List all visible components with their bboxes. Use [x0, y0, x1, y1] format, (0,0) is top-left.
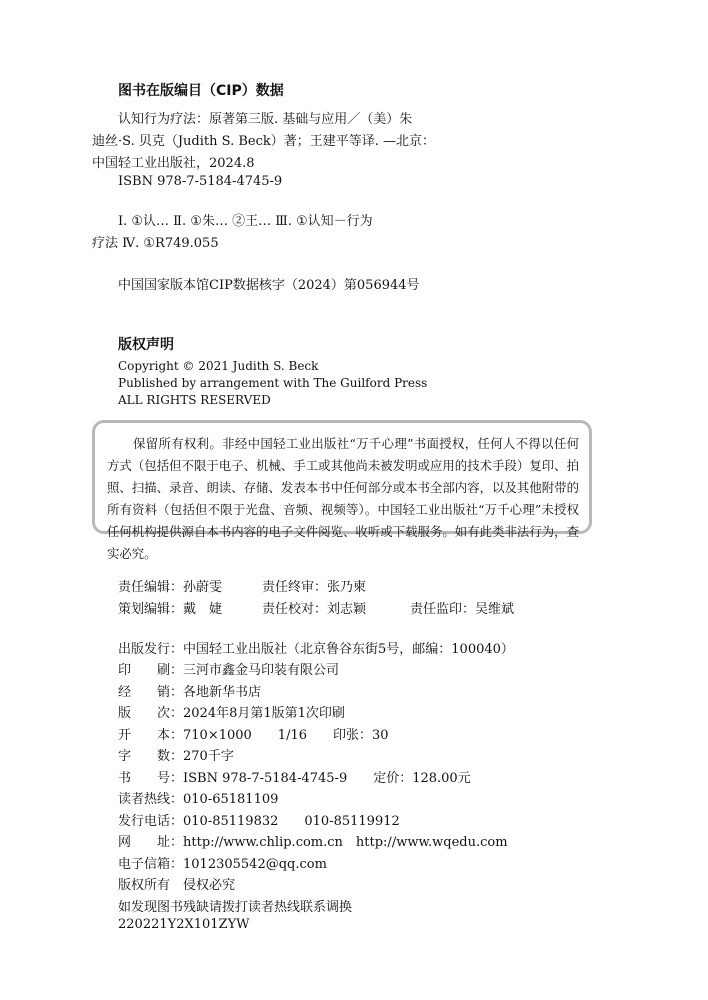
pub-label: 字 数：: [118, 749, 184, 764]
cip-line: 认知行为疗法：原著第三版. 基础与应用／（美）朱: [118, 112, 413, 127]
pub-row: [118, 681, 261, 700]
pub-value: 各地新华书店: [183, 685, 262, 700]
pub-label: 发行电话：: [118, 814, 184, 829]
pub-value: ISBN 978-7-5184-4745-9 定价：128.00元: [183, 771, 471, 786]
pub-label: 开 本：: [118, 728, 184, 743]
pub-row: [118, 659, 339, 678]
pub-label: 印 刷：: [118, 663, 184, 678]
cip-isbn: ISBN 978-7-5184-4745-9: [118, 174, 283, 189]
pub-row: [118, 745, 234, 764]
pub-row: [118, 702, 345, 721]
pub-row: [118, 638, 514, 657]
pub-label: 电子信箱：: [118, 857, 184, 872]
pub-value: 010-85119832 010-85119912: [183, 814, 400, 829]
cip-classification: Ⅰ. ①认… Ⅱ. ①朱… ②王… Ⅲ. ①认知－行为: [118, 214, 373, 229]
pub-row: [118, 810, 400, 829]
pub-value: 710×1000 1/16 印张：30: [183, 728, 389, 743]
editor-credit: 策划编辑：戴 婕: [118, 602, 223, 617]
copyright-line: Copyright © 2021 Judith S. Beck: [118, 359, 319, 373]
pub-label: 出版发行：: [118, 642, 184, 657]
pub-label: 书 号：: [118, 771, 184, 786]
pub-label: 网 址：: [118, 835, 184, 850]
cip-line: 迪丝·S. 贝克（Judith S. Beck）著；王建平等译. —北京：: [92, 134, 436, 149]
pub-row: [118, 724, 389, 743]
pub-row: [118, 767, 471, 786]
editor-credit: 责任终审：张乃柬: [262, 580, 367, 595]
pub-value: http://www.chlip.com.cn http://www.wqedu.com: [183, 835, 508, 850]
pub-value: 中国轻工业出版社（北京鲁谷东街5号，邮编：100040）: [183, 642, 514, 657]
pub-label: 版 次：: [118, 706, 184, 721]
rights-notice-text: 保留所有权利。非经中国轻工业出版社“万千心理”书面授权，任何人不得以任何方式（包括但不限于电子、机械、手工或其他尚未被发明或应用的技术手段）复印、拍照、扫描、录音、朗读、存储、发表本书中任何部分或本书全部内容，以及其他附带的所有资料（包括但不限于光盘、音频、视频等）。中国轻工业出版社“万千心理”未授权任何机构提供源自本书内容的电子文件阅览、收听或下载服务。如有此类非法行为，查实必究。: [107, 436, 579, 561]
copyright-line: ALL RIGHTS RESERVED: [118, 393, 271, 407]
pub-value: 2024年8月第1版第1次印刷: [183, 706, 345, 721]
copyright-line: Published by arrangement with The Guilford Press: [118, 376, 428, 390]
pub-row: [118, 853, 327, 872]
pub-row: [118, 788, 278, 807]
cip-classification: 疗法 Ⅳ. ①R749.055: [92, 236, 219, 251]
editor-credit: 责任监印：吴维斌: [410, 602, 515, 617]
copyright-heading: 版权声明: [118, 337, 174, 353]
pub-value: 三河市鑫金马印装有限公司: [183, 663, 340, 678]
pub-row: [118, 831, 508, 850]
cip-heading: 图书在版编目（CIP）数据: [118, 83, 284, 99]
rights-reserved-line: 版权所有 侵权必究: [118, 878, 236, 893]
print-code: 220221Y2X101ZYW: [118, 917, 250, 932]
editor-credit: 责任编辑：孙蔚雯: [118, 580, 223, 595]
cip-line: 中国轻工业出版社，2024.8: [92, 156, 255, 171]
cip-number: 中国国家版本馆CIP数据核字（2024）第056944号: [118, 278, 420, 293]
rights-notice-box: [92, 420, 592, 561]
pub-value: 270千字: [183, 749, 234, 764]
editor-credit: 责任校对：刘志颖: [262, 602, 367, 617]
pub-value: 010-65181109: [183, 792, 279, 807]
pub-label: 经 销：: [118, 685, 184, 700]
defect-notice-line: 如发现图书残缺请拨打读者热线联系调换: [118, 900, 353, 915]
pub-label: 读者热线：: [118, 792, 184, 807]
pub-value: 1012305542@qq.com: [183, 857, 327, 872]
